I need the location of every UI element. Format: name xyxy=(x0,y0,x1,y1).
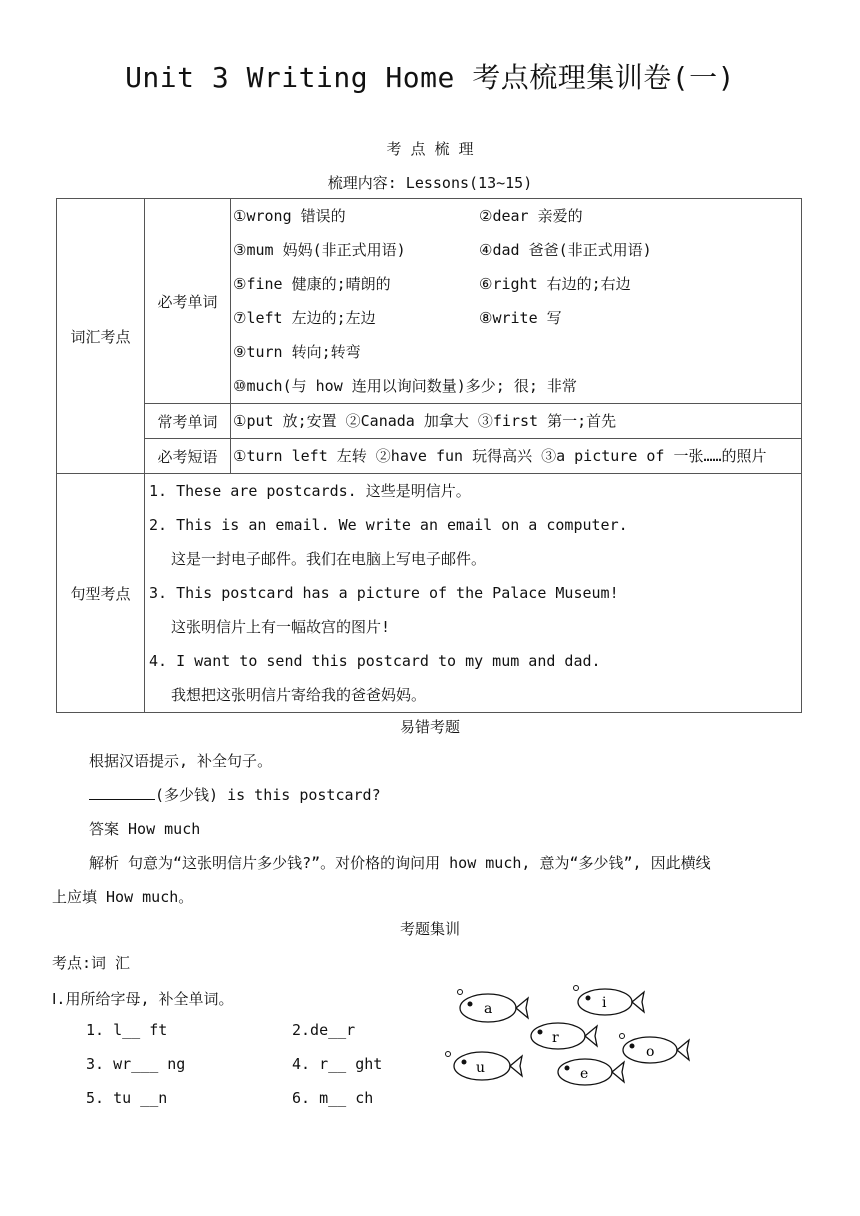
jixun-instruction: Ⅰ.用所给字母, 补全单词。 xyxy=(52,990,234,1008)
fish-letter: i xyxy=(602,995,607,1011)
yicuo-question-line xyxy=(89,784,381,805)
bikao-cell xyxy=(231,199,802,404)
sentence-line: 4. I want to send this postcard to my mum and dad. xyxy=(149,652,601,670)
section-heading-kaodian: 考 点 梳 理 xyxy=(386,140,474,158)
fish-letter: e xyxy=(580,1066,589,1082)
fish-letter: r xyxy=(552,1030,559,1046)
fish-letters-illustration xyxy=(440,980,700,1090)
exercise-item-6: 6. m__ ch xyxy=(292,1089,374,1107)
sentence-line: 这张明信片上有一幅故宫的图片! xyxy=(171,618,391,636)
fish-icon xyxy=(574,986,645,1016)
exercise-item-2: 2.de__r xyxy=(292,1021,356,1039)
summary-table xyxy=(56,198,802,713)
sentence-label: 句型考点 xyxy=(57,474,145,713)
yicuo-heading: 易错考题 xyxy=(399,718,460,736)
bikao-row: ⑤fine 健康的;晴朗的 ⑥right 右边的;右边 xyxy=(233,275,631,293)
jixun-point: 考点:词 汇 xyxy=(52,954,131,972)
bikao-row: ⑩much(与 how 连用以询问数量)多少; 很; 非常 xyxy=(233,377,577,395)
changkao-label: 常考单词 xyxy=(145,404,231,439)
exercise-item-3: 3. wr___ ng xyxy=(86,1055,186,1073)
fish-icon xyxy=(531,1023,597,1049)
sentence-line: 我想把这张明信片寄给我的爸爸妈妈。 xyxy=(171,686,427,704)
page-title: Unit 3 Writing Home 考点梳理集训卷(一) xyxy=(125,61,735,94)
bikao-row: ①wrong 错误的 ②dear 亲爱的 xyxy=(233,207,583,225)
answer-blank xyxy=(89,785,155,800)
sentence-line: 1. These are postcards. 这些是明信片。 xyxy=(149,482,471,500)
vocab-label: 词汇考点 xyxy=(57,199,145,474)
yicuo-question: (多少钱) is this postcard? xyxy=(155,786,381,804)
scope-line: 梳理内容: Lessons(13~15) xyxy=(327,174,533,192)
fish-letter: a xyxy=(484,1001,493,1017)
phrase-text: ①turn left 左转 ②have fun 玩得高兴 ③a picture of 一张……的照片 xyxy=(233,447,767,465)
sentence-line: 3. This postcard has a picture of the Palace Museum! xyxy=(149,584,619,602)
fish-icon xyxy=(620,1034,690,1064)
phrase-label: 必考短语 xyxy=(145,439,231,474)
yicuo-analysis-1: 解析 句意为“这张明信片多少钱?”。对价格的询问用 how much, 意为“多少钱”, 因此横线 xyxy=(89,854,711,872)
fish-letter: u xyxy=(476,1060,486,1076)
fish-icon xyxy=(558,1059,624,1085)
exercise-item-4: 4. r__ ght xyxy=(292,1055,383,1073)
fish-icon xyxy=(446,1052,523,1081)
jixun-heading: 考题集训 xyxy=(399,920,460,938)
bikao-row: ③mum 妈妈(非正式用语) ④dad 爸爸(非正式用语) xyxy=(233,241,652,259)
sentence-line: 2. This is an email. We write an email on a computer. xyxy=(149,516,628,534)
bikao-row: ⑨turn 转向;转弯 xyxy=(233,343,361,361)
exercise-item-5: 5. tu __n xyxy=(86,1089,168,1107)
yicuo-analysis-2: 上应填 How much。 xyxy=(52,888,194,906)
yicuo-instruction: 根据汉语提示, 补全句子。 xyxy=(89,752,273,770)
sentence-cell xyxy=(145,474,802,713)
sentence-line: 这是一封电子邮件。我们在电脑上写电子邮件。 xyxy=(171,550,487,568)
bikao-label: 必考单词 xyxy=(145,199,231,404)
exercise-item-1: 1. l__ ft xyxy=(86,1021,168,1039)
bikao-row: ⑦left 左边的;左边 ⑧write 写 xyxy=(233,309,562,327)
fish-letter: o xyxy=(646,1044,655,1060)
fish-icon xyxy=(458,990,529,1023)
changkao-text: ①put 放;安置 ②Canada 加拿大 ③first 第一;首先 xyxy=(233,412,617,430)
yicuo-answer: 答案 How much xyxy=(89,820,201,838)
